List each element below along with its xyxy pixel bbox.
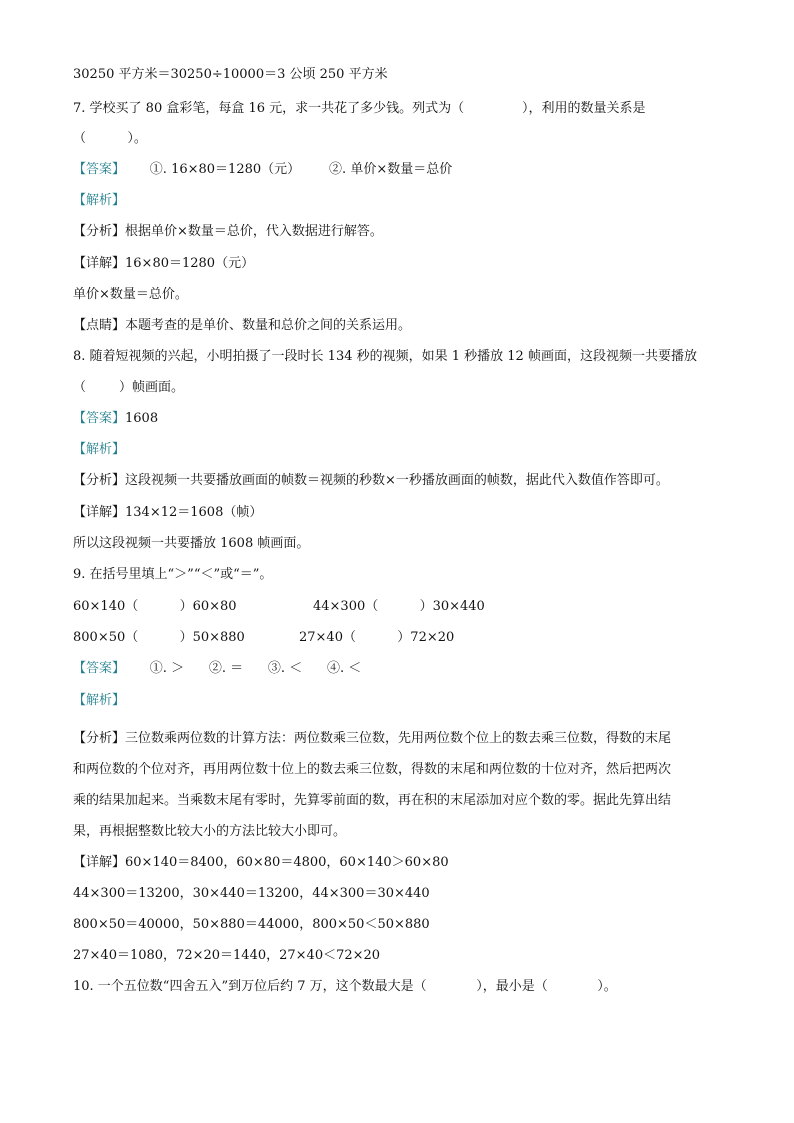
answer-tag: 【答案】	[73, 661, 126, 676]
fenxi-text: 这段视频一共要播放画面的帧数＝视频的秒数×一秒播放画面的帧数，据此代入数值作答即可。	[125, 473, 669, 488]
question-7-fenxi	[73, 223, 383, 241]
answer-text: ①. ＞ ②. ＝ ③. ＜ ④. ＜	[125, 661, 362, 676]
question-9-answer	[73, 660, 361, 678]
question-9-analysis	[73, 692, 125, 710]
answer-text: 1608	[125, 411, 159, 426]
answer-tag: 【答案】	[73, 162, 126, 177]
xiangjie-tag: 【详解】	[73, 256, 126, 271]
question-7-stem-cont: （ ）。	[73, 131, 147, 146]
question-9-xiangjie-4: 27×40＝1080，72×20＝1440，27×40＜72×20	[73, 948, 381, 963]
question-8-answer	[73, 410, 158, 428]
question-9-xiangjie-3: 800×50＝40000，50×880＝44000，800×50＜50×880	[73, 917, 430, 932]
text-line: 30250 平方米＝30250÷10000＝3 公顷 250 平方米	[73, 67, 388, 82]
question-8-stem: 8. 随着短视频的兴起，小明拍摄了一段时长 134 秒的视频，如果 1 秒播放 12 帧画面，这段视频一共要播放	[73, 349, 697, 364]
question-7-answer	[73, 161, 452, 179]
question-8-xiangjie	[73, 504, 262, 522]
dianjing-tag: 【点睛】	[73, 318, 126, 333]
question-9-item-1: 60×140（ ）60×80	[73, 599, 237, 614]
xiangjie-text: 16×80＝1280（元）	[125, 256, 255, 271]
question-7-xiangjie	[73, 255, 254, 273]
question-9-item-4: 27×40（ ）72×20	[299, 630, 455, 645]
question-9-item-3: 800×50（ ）50×880	[73, 630, 245, 645]
question-7-dianjing	[73, 317, 411, 335]
question-9-fenxi-2: 和两位数的个位对齐，再用两位数十位上的数去乘三位数，得数的末尾和两位数的十位对齐，然后把两次	[73, 762, 672, 777]
question-10-stem: 10. 一个五位数“四舍五入”到万位后约 7 万，这个数最大是（ ），最小是（ ）。	[73, 979, 617, 994]
fenxi-tag: 【分析】	[73, 224, 126, 239]
fenxi-tag: 【分析】	[73, 473, 126, 488]
question-8-stem-cont: （ ）帧画面。	[73, 380, 185, 395]
question-8-xiangjie-2: 所以这段视频一共要播放 1608 帧画面。	[73, 536, 310, 551]
question-7-analysis	[73, 192, 125, 210]
question-7-xiangjie-2: 单价×数量＝总价。	[73, 287, 188, 302]
xiangjie-tag: 【详解】	[73, 855, 126, 870]
question-8-analysis	[73, 441, 125, 459]
question-8-fenxi	[73, 472, 669, 490]
fenxi-tag: 【分析】	[73, 731, 126, 746]
answer-tag: 【答案】	[73, 411, 126, 426]
question-9-fenxi-3: 乘的结果加起来。当乘数末尾有零时，先算零前面的数，再在积的末尾添加对应个数的零。据此先算出结	[73, 793, 672, 808]
xiangjie-text: 60×140＝8400，60×80＝4800，60×140＞60×80	[125, 855, 449, 870]
question-9-fenxi-4: 果，再根据整数比较大小的方法比较大小即可。	[73, 824, 347, 839]
analysis-tag: 【解析】	[73, 193, 126, 208]
question-9-xiangjie	[73, 854, 449, 872]
question-9-fenxi	[73, 730, 671, 748]
analysis-tag: 【解析】	[73, 442, 126, 457]
answer-text: ①. 16×80＝1280（元） ②. 单价×数量＝总价	[125, 162, 453, 177]
xiangjie-text: 134×12＝1608（帧）	[125, 505, 263, 520]
fenxi-text: 三位数乘两位数的计算方法：两位数乘三位数，先用两位数个位上的数去乘三位数，得数的末尾	[125, 731, 672, 746]
dianjing-text: 本题考查的是单价、数量和总价之间的关系运用。	[125, 318, 412, 333]
question-9-xiangjie-2: 44×300＝13200，30×440＝13200，44×300＝30×440	[73, 886, 430, 901]
question-9-item-2: 44×300（ ）30×440	[313, 599, 485, 614]
fenxi-text: 根据单价×数量＝总价，代入数据进行解答。	[125, 224, 383, 239]
xiangjie-tag: 【详解】	[73, 505, 126, 520]
analysis-tag: 【解析】	[73, 693, 126, 708]
question-7-stem: 7. 学校买了 80 盒彩笔，每盒 16 元，求一共花了多少钱。列式为（ ），利用的数量关系是	[73, 101, 646, 116]
question-9-stem: 9. 在括号里填上“＞”“＜”或“＝”。	[73, 567, 273, 582]
